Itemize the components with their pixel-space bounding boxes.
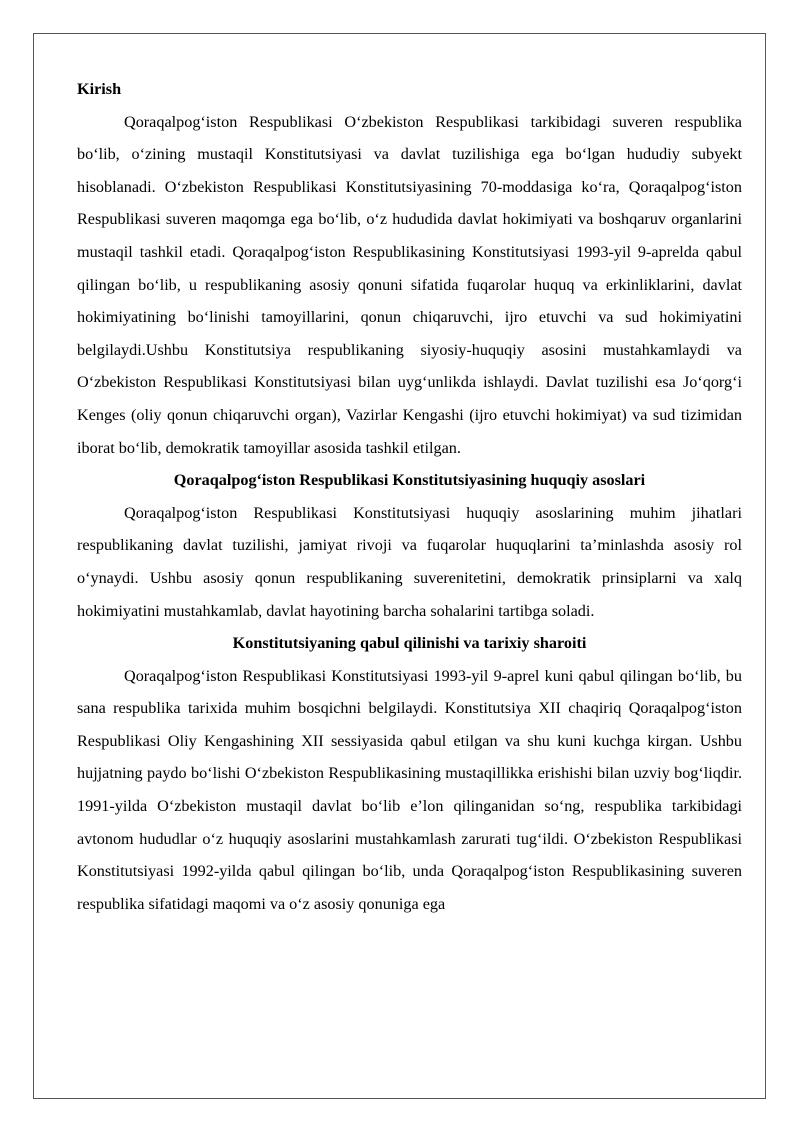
section-heading-adoption-history: Konstitutsiyaning qabul qilinishi va tarixiy sharoiti xyxy=(232,634,587,653)
section-heading-legal-basis: Qoraqalpog‘iston Respublikasi Konstitutsiyasining huquqiy asoslari xyxy=(173,471,646,490)
section-paragraph-adoption-history: Qoraqalpog‘iston Respublikasi Konstitutsiyasi 1993-yil 9-aprel kuni qabul qilingan bo‘lib, bu sana respublika tarixida muhim bosqichni belgilaydi. Konstitutsiya XII chaqiriq Qoraqalpog‘iston Respublikasi Oliy Kengashining XII sessiyasida qabul etilgan va shu kuni kuchga kirgan. Ushbu hujjatning paydo bo‘lishi O‘zbekiston Respublikasining mustaqillikka erishishi bilan uzviy bog‘liqdir. 1991-yilda O‘zbekiston mustaqil davlat bo‘lib e’lon qilinganidan so‘ng, respublika tarkibidagi avtonom hududlar o‘z huquqiy asoslarini mustahkamlash zarurati tug‘ildi. O‘zbekiston Respublikasi Konstitutsiyasi 1992-yilda qabul qilingan bo‘lib, unda Qoraqalpog‘iston Respublikasining suveren respublika sifatidagi maqomi va o‘z asosiy qonuniga ega xyxy=(77,666,742,913)
intro-heading: Kirish xyxy=(77,80,122,98)
document-body xyxy=(77,73,742,920)
intro-paragraph: Qoraqalpog‘iston Respublikasi O‘zbekiston Respublikasi tarkibidagi suveren respublika bo‘lib, o‘zining mustaqil Konstitutsiyasi va davlat tuzilishiga ega bo‘lgan hududiy subyekt hisoblanadi. O‘zbekiston Respublikasi Konstitutsiyasining 70-moddasiga ko‘ra, Qoraqalpog‘iston Respublikasi suveren maqomga ega bo‘lib, o‘z hududida davlat hokimiyati va boshqaruv organlarini mustaqil tashkil etadi. Qoraqalpog‘iston Respublikasining Konstitutsiyasi 1993-yil 9-aprelda qabul qilingan bo‘lib, u respublikaning asosiy qonuni sifatida fuqarolar huquq va erkinliklarini, davlat hokimiyatining bo‘linishi tamoyillarini, qonun chiqaruvchi, ijro etuvchi va sud hokimiyatini belgilaydi.Ushbu Konstitutsiya respublikaning siyosiy-huquqiy asosini mustahkamlaydi va O‘zbekiston Respublikasi Konstitutsiyasi bilan uyg‘unlikda ishlaydi. Davlat tuzilishi esa Jo‘qorg‘i Kenges (oliy qonun chiqaruvchi organ), Vazirlar Kengashi (ijro etuvchi hokimiyat) va sud tizimidan iborat bo‘lib, demokratik tamoyillar asosida tashkil etilgan. xyxy=(77,112,742,457)
section-paragraph-legal-basis: Qoraqalpog‘iston Respublikasi Konstitutsiyasi huquqiy asoslarining muhim jihatlari respublikaning davlat tuzilishi, jamiyat rivoji va fuqarolar huquqlarini ta’minlashda asosiy rol o‘ynaydi. Ushbu asosiy qonun respublikaning suverenitetini, demokratik prinsiplarni va xalq hokimiyatini mustahkamlab, davlat hayotining barcha sohalarini tartibga soladi. xyxy=(77,503,742,620)
